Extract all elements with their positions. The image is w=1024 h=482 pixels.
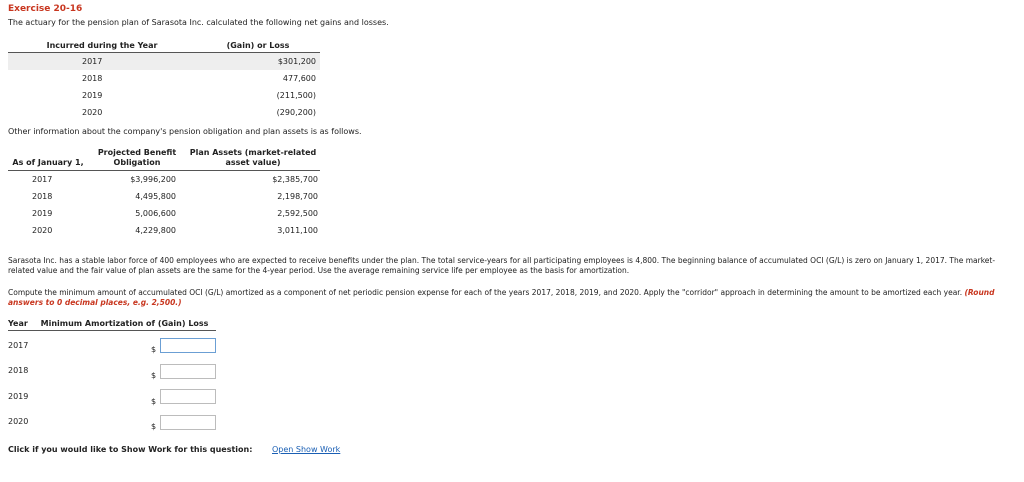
- year-label: 2017: [8, 341, 29, 350]
- table-row: [8, 104, 320, 121]
- column-header: Minimum Amortization of (Gain) Loss: [40, 319, 209, 328]
- assets-cell: $2,385,700: [272, 175, 318, 184]
- gains-losses-table: [8, 40, 320, 121]
- column-header: Year: [8, 319, 28, 328]
- year-cell: 2019: [82, 91, 103, 100]
- table-row: [8, 222, 320, 239]
- value-cell: (211,500): [276, 91, 316, 100]
- amortization-2018-input[interactable]: [160, 364, 216, 379]
- value-cell: (290,200): [276, 108, 316, 117]
- year-label: 2018: [8, 366, 29, 375]
- scenario-paragraph: Sarasota Inc. has a stable labor force of 400 employees who are expected to receive benefits under the plan. The total service-years for all participating employees is 4,800. The beginning balance of accumulated OCI (G/L) is zero on January 1, 2017. The market-related value and the fair value of plan assets are the same for the 4-year period. Use the average remaining service life per employee as the basis for amortization.: [8, 256, 996, 275]
- assets-cell: 3,011,100: [277, 226, 318, 235]
- column-header: (Gain) or Loss: [196, 40, 320, 53]
- currency-symbol: $: [151, 397, 157, 406]
- currency-symbol: $: [151, 371, 157, 380]
- table-header-row: [8, 146, 320, 171]
- year-label: 2020: [8, 417, 29, 426]
- pbo-cell: 5,006,600: [135, 209, 176, 218]
- table-row: [8, 205, 320, 222]
- year-cell: 2019: [32, 209, 53, 218]
- year-cell: 2020: [32, 226, 53, 235]
- currency-symbol: $: [151, 345, 157, 354]
- open-show-work-link[interactable]: Open Show Work: [272, 445, 341, 454]
- exercise-title: Exercise 20-16: [8, 4, 83, 14]
- table-header-row: [8, 40, 320, 53]
- table-row: [8, 188, 320, 205]
- column-header: As of January 1,: [8, 146, 88, 171]
- assets-cell: 2,592,500: [277, 209, 318, 218]
- show-work-prompt: Click if you would like to Show Work for this question:: [8, 445, 253, 454]
- table-row: [8, 70, 320, 87]
- year-cell: 2018: [82, 74, 103, 83]
- amortization-2017-input[interactable]: [160, 338, 216, 353]
- table-row: [8, 171, 320, 189]
- year-cell: 2018: [32, 192, 53, 201]
- instruction-paragraph: [8, 288, 1008, 308]
- year-cell: 2017: [82, 57, 103, 66]
- table-row: [8, 53, 320, 71]
- column-header: Projected Benefit Obligation: [88, 146, 186, 171]
- currency-symbol: $: [151, 422, 157, 431]
- value-cell: 477,600: [282, 74, 316, 83]
- column-header: Incurred during the Year: [8, 40, 196, 53]
- answer-table-header: [8, 319, 216, 331]
- year-label: 2019: [8, 392, 29, 401]
- year-cell: 2020: [82, 108, 103, 117]
- rounding-hint: (Round answers to 0 decimal places, e.g. 2,500.): [8, 288, 995, 307]
- obligation-assets-table: [8, 146, 320, 239]
- pbo-cell: $3,996,200: [130, 175, 176, 184]
- other-info-text: Other information about the company's pension obligation and plan assets is as follows.: [8, 127, 362, 136]
- year-cell: 2017: [32, 175, 53, 184]
- pbo-cell: 4,229,800: [135, 226, 176, 235]
- intro-text: The actuary for the pension plan of Sarasota Inc. calculated the following net gains and losses.: [8, 18, 389, 27]
- table-row: [8, 87, 320, 104]
- instruction-text: Compute the minimum amount of accumulated OCI (G/L) amortized as a component of net periodic pension expense for each of the years 2017, 2018, 2019, and 2020. Apply the "corridor" approach in determining the amount to be amortized each year.: [8, 288, 963, 297]
- value-cell: $301,200: [196, 53, 320, 71]
- amortization-2020-input[interactable]: [160, 415, 216, 430]
- assets-cell: 2,198,700: [277, 192, 318, 201]
- column-header: Plan Assets (market-related asset value): [186, 146, 320, 171]
- amortization-2019-input[interactable]: [160, 389, 216, 404]
- pbo-cell: 4,495,800: [135, 192, 176, 201]
